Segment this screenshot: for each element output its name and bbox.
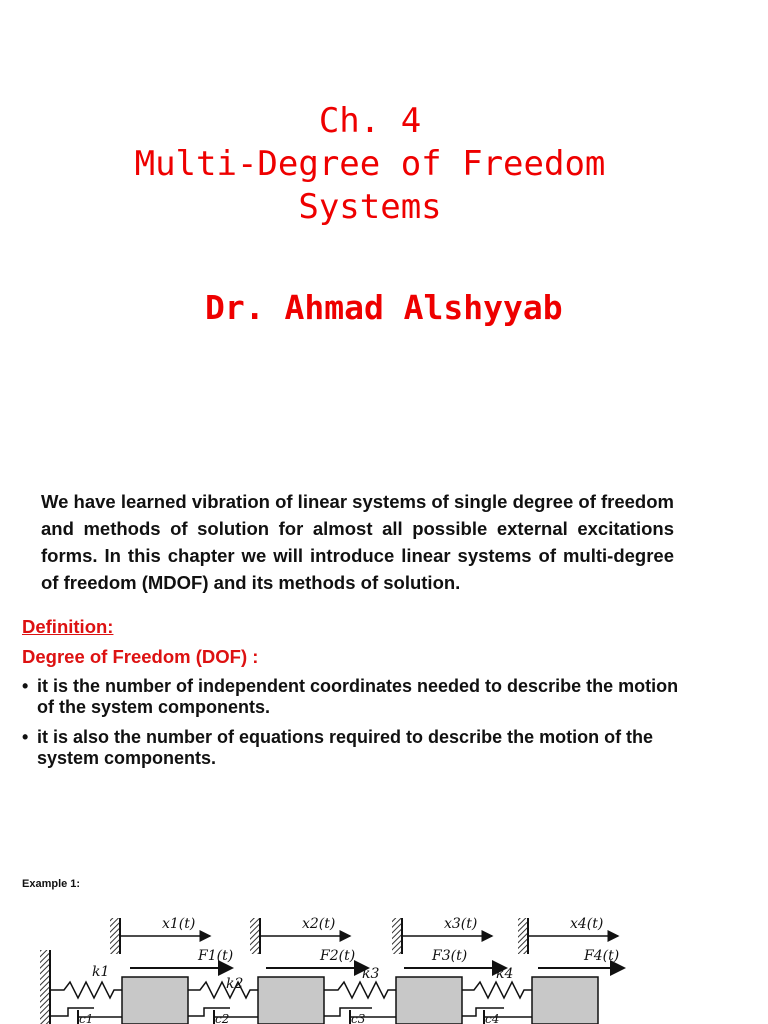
bullet-icon: •	[22, 676, 29, 696]
damper-label: c2	[215, 1012, 230, 1024]
force-label: F4(t)	[584, 948, 620, 964]
spring	[462, 982, 532, 998]
spring-label: k2	[226, 976, 244, 992]
chapter-title	[0, 100, 740, 229]
bullet-item	[22, 727, 692, 769]
force-label: F3(t)	[432, 948, 468, 964]
reference-post	[250, 918, 260, 954]
fixed-wall	[40, 950, 50, 1024]
displacement-label: x4(t)	[570, 916, 604, 932]
author-name: Dr. Ahmad Alshyyab	[205, 288, 563, 327]
spring-label: k4	[496, 966, 514, 982]
chapter-number: Ch. 4	[318, 101, 422, 141]
mass-block	[258, 977, 324, 1024]
displacement-label: x2(t)	[302, 916, 336, 932]
spring-label: k3	[362, 966, 380, 982]
displacement-label: x3(t)	[444, 916, 478, 932]
mass-block	[396, 977, 462, 1024]
chapter-title-line: Systems	[298, 187, 442, 227]
force-label: F1(t)	[198, 948, 234, 964]
spring	[324, 982, 396, 998]
bullet-icon: •	[22, 727, 29, 747]
force-label: F2(t)	[320, 948, 356, 964]
mass-spring-damper-diagram	[0, 900, 768, 1024]
bullet-item	[22, 676, 692, 718]
displacement-label: x1(t)	[162, 916, 196, 932]
spring	[188, 982, 258, 998]
damper-label: c1	[79, 1012, 94, 1024]
bullet-text: it is also the number of equations required to describe the motion of the system components.	[37, 727, 654, 768]
damper-label: c4	[485, 1012, 500, 1024]
mass-block	[532, 977, 598, 1024]
intro-paragraph: We have learned vibration of linear systems of single degree of freedom and methods of solution for almost all possible external excitations forms. In this chapter we will introduce linear systems of multi-degree of freedom (MDOF) and its methods of solution.	[41, 491, 674, 593]
chapter-title-line: Multi-Degree of Freedom	[134, 144, 606, 184]
reference-post	[110, 918, 120, 954]
damper-label: c3	[351, 1012, 366, 1024]
reference-post	[518, 918, 528, 954]
spring	[50, 982, 122, 998]
definition-heading: Definition:	[22, 616, 114, 637]
reference-post	[392, 918, 402, 954]
bullet-text: it is the number of independent coordinates needed to describe the motion of the system components.	[37, 676, 679, 717]
dof-heading: Degree of Freedom (DOF) :	[22, 646, 259, 667]
example-label: Example 1:	[22, 878, 81, 890]
mass-block	[122, 977, 188, 1024]
definition-bullet-list	[22, 676, 692, 778]
spring-label: k1	[92, 964, 110, 980]
